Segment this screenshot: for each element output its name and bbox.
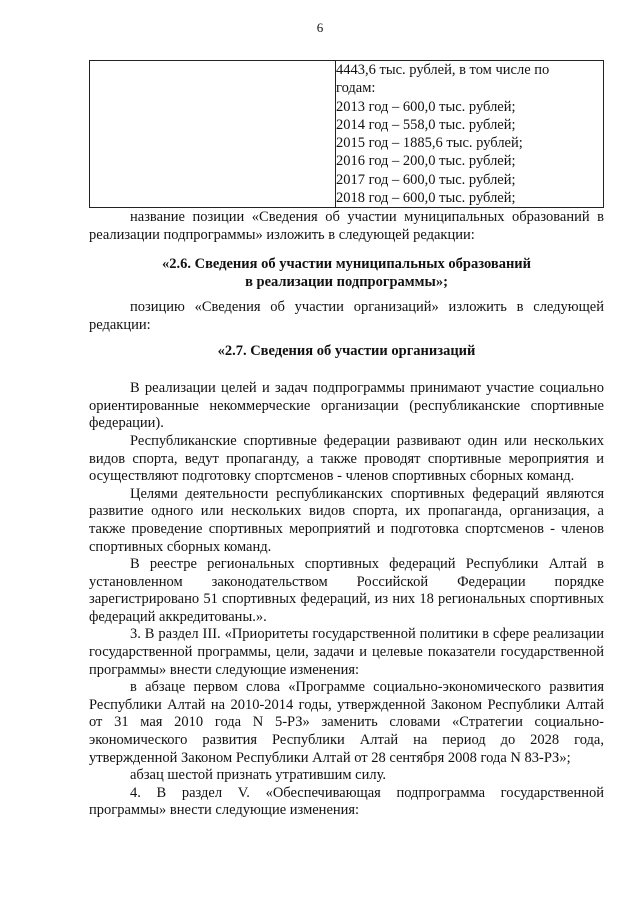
funding-line: 2018 год – 600,0 тыс. рублей; [336,190,516,207]
paragraph: название позиции «Сведения об участии муниципальных образований в реализации подпрограммы» изложить в следующей редакции: [89,209,604,243]
paragraph: 4. В раздел V. «Обеспечивающая подпрограмма государственной программы» внести следующие изменения: [89,784,604,819]
funding-line: 2013 год – 600,0 тыс. рублей; [336,98,516,115]
funding-line: 4443,6 тыс. рублей, в том числе по [336,62,550,78]
table-row [90,61,604,208]
paragraph: позицию «Сведения об участии организаций» изложить в следующей редакции: [89,299,604,333]
section-heading: «2.6. Сведения об участии муниципальных образований [161,256,532,273]
paragraph: 3. В раздел III. «Приоритеты государственной политики в сфере реализации государственной программы, цели, задачи и целевые показатели государственной программы» внести следующие изменения: [89,626,604,678]
funding-line: 2014 год – 558,0 тыс. рублей; [336,116,516,133]
funding-table [89,60,604,208]
paragraph: в абзаце первом слова «Программе социально-экономического развития Республики Алтай на 2010-2014 годы, утвержденной Законом Республики Алтай от 31 мая 2010 года N 5-РЗ» заменить словами «Стратегии социально-экономического развития Республики Алтай на период до 2028 года, утвержденной Законом Республики Алтай от 28 сентября 2008 года N 83-РЗ»; [89,679,604,766]
table-cell-funding [336,61,604,208]
section-heading: «2.7. Сведения об участии организаций [217,342,476,359]
paragraph: абзац шестой признать утратившим силу. [130,767,387,784]
paragraph: Целями деятельности республиканских спортивных федераций являются развитие одного или нескольких видов спорта, их пропаганда, организация, а также проведение спортивных мероприятий и подготовка спортсменов - членов спортивных сборных команд. [89,485,604,555]
paragraph: В реестре региональных спортивных федераций Республики Алтай в установленном законодательством Российской Федерации порядке зарегистрировано 51 спортивных федераций, из них 18 региональных спортивных федераций аккредитованы.». [89,556,604,625]
funding-line: 2017 год – 600,0 тыс. рублей; [336,171,516,188]
section-heading: в реализации подпрограммы»; [245,273,448,290]
funding-line: 2016 год – 200,0 тыс. рублей; [336,153,516,170]
table-cell-empty [90,61,336,208]
funding-line: годам: [336,80,376,97]
document-body [89,209,604,820]
page-number: 6 [316,20,324,35]
funding-line: 2015 год – 1885,6 тыс. рублей; [336,135,523,152]
paragraph: В реализации целей и задач подпрограммы принимают участие социально ориентированные некоммерческие организации (республиканские спортивные федерации). [89,380,604,432]
paragraph: Республиканские спортивные федерации развивают один или нескольких видов спорта, ведут пропаганду, а также проводят спортивные мероприятия и осуществляют подготовку спортсменов - членов спортивных сборных команд. [89,432,604,485]
